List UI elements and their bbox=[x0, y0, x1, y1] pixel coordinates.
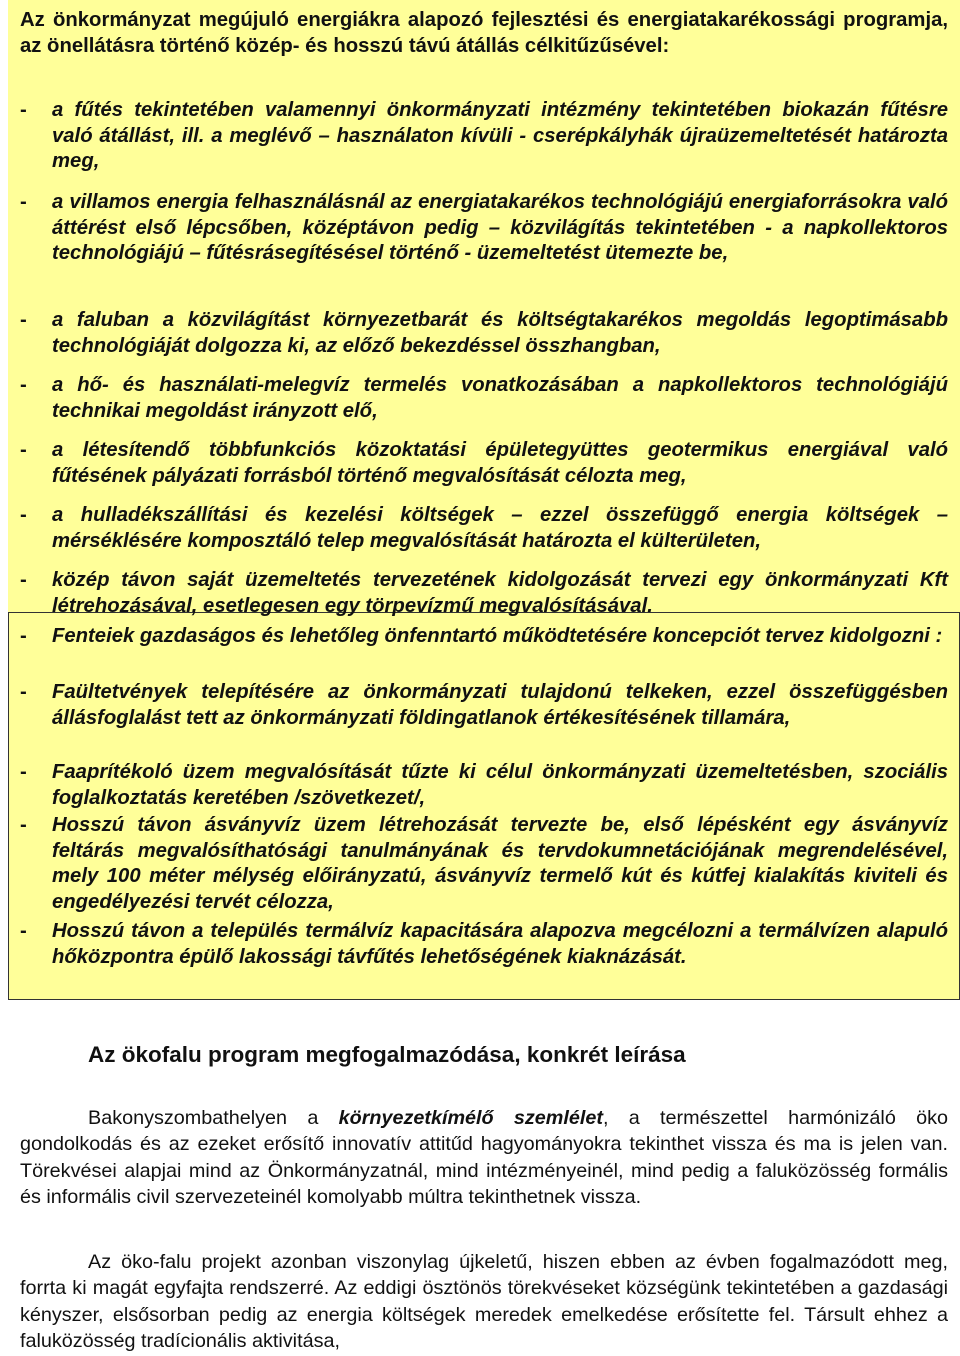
list-dash: - bbox=[20, 309, 27, 331]
list-dash: - bbox=[20, 191, 27, 213]
list-item bbox=[20, 373, 948, 424]
list-dash: - bbox=[20, 439, 27, 461]
list-item-text: a fűtés tekintetében valamennyi önkormányzati intézmény tekintetében biokazán fűtésre való átállást, ill. a meglévő – használaton kívüli - cserépkályhák újraüzemeltetését határozta meg, bbox=[52, 99, 948, 173]
list-item-text: a létesítendő többfunkciós közoktatási épületegyüttes geotermikus energiával való fűtésének pályázati forrásból történő megvalósítását célozta meg, bbox=[52, 439, 948, 487]
list-dash: - bbox=[20, 920, 27, 942]
list-item bbox=[20, 438, 948, 489]
list-item-text: a hulladékszállítási és kezelési költségek – ezzel összefüggő energia költségek – mérséklésére komposztáló telep megvalósítását határozta el külterületen, bbox=[52, 504, 948, 552]
list-item bbox=[20, 308, 948, 359]
list-item bbox=[20, 680, 948, 731]
paragraph-1-emphasis: környezetkímélő szemlélet bbox=[338, 1107, 603, 1129]
list-item bbox=[20, 919, 948, 970]
paragraph-1-start: Bakonyszombathelyen a bbox=[88, 1107, 339, 1129]
paragraph-1-rest: , a természettel harmónizáló öko gondolkodás és az ezeket erősítő innovatív attitűd hagyományokra tekinthet vissza és ma is jelen van. Törekvései alapjai mind az Önkormányzatnál, mind intézményeinél, mind pedig a faluközösség formális és informális civil szervezeteinél komolyabb múltra tekinthetnek vissza. bbox=[20, 1107, 948, 1208]
list-item bbox=[20, 190, 948, 267]
list-item-text: a hő- és használati-melegvíz termelés vonatkozásában a napkollektoros technológiájú technikai megoldást irányzott elő, bbox=[52, 374, 948, 422]
list-dash: - bbox=[20, 681, 27, 703]
paragraph-2-text: Az öko-falu projekt azonban viszonylag újkeletű, hiszen ebben az évben fogalmazódott meg, forrta ki magát egyfajta rendszerré. Az eddigi ösztönös törekvéseket községünk tekintetében a gazdasági kényszer, elsősorban pedig az energia költségek meredek emelkedése erősítette fel. Társult ehhez a faluközösség tradícionális aktivitása, bbox=[20, 1251, 948, 1352]
list-item-text: a villamos energia felhasználásnál az energiatakarékos technológiájú energiaforrásokra való áttérést első lépcsőben, középtávon pedig – közvilágítás tekintetében - a napkollektoros technológiájú – fűtésrásegítésésel történő - üzemeltetést ütemezte be, bbox=[52, 191, 948, 265]
list-item bbox=[20, 98, 948, 175]
list-dash: - bbox=[20, 761, 27, 783]
list-item-text: Faültetvények telepítésére az önkormányzati tulajdonú telkeken, ezzel összefüggésben állásfoglalást tett az önkormányzati földingatlanok értékesítésének tillamára, bbox=[52, 681, 948, 729]
intro-heading: Az önkormányzat megújuló energiákra alapozó fejlesztési és energiatakarékossági programja, az önellátásra történő közép- és hosszú távú átállás célkitűzűsével: bbox=[20, 9, 948, 57]
list-item bbox=[20, 813, 948, 916]
list-item-text: Fenteiek gazdaságos és lehetőleg önfenntartó működtetésére koncepciót tervez kidolgozni : bbox=[52, 625, 943, 647]
list-item-text: Hosszú távon ásványvíz üzem létrehozását tervezte be, első lépésként egy ásványvíz feltárás megvalósíthatósági tanulmányának és tervdokumnetációjának megrendelésével, mely 100 méter mélység előirányzatú, ásványvíz termelő kút és kútfej kialakítás kiviteli és engedélyezési tervét célozza, bbox=[52, 814, 948, 914]
list-item-text: közép távon saját üzemeltetés tervezetének kidolgozását tervezi egy önkormányzati Kft létrehozásával, esetlegesen egy törpevízmű megvalósításával. bbox=[52, 569, 948, 617]
list-item bbox=[20, 760, 948, 811]
paragraph-2 bbox=[20, 1249, 948, 1354]
list-item bbox=[20, 568, 948, 619]
list-item bbox=[20, 503, 948, 554]
list-dash: - bbox=[20, 504, 27, 526]
list-item-text: a faluban a közvilágítást környezetbarát és költségtakarékos megoldás legoptimásabb technológiáját dolgozza ki, az előző bekezdéssel összhangban, bbox=[52, 309, 948, 357]
list-dash: - bbox=[20, 814, 27, 836]
list-dash: - bbox=[20, 569, 27, 591]
section-title: Az ökofalu program megfogalmazódása, konkrét leírása bbox=[88, 1042, 686, 1067]
list-dash: - bbox=[20, 99, 27, 121]
list-dash: - bbox=[20, 374, 27, 396]
list-item-text: Hosszú távon a település termálvíz kapacitására alapozva megcélozni a termálvízen alapuló hőközpontra épülő lakossági távfűtés lehetőségének kiaknázását. bbox=[52, 920, 948, 968]
list-item-text: Faaprítékoló üzem megvalósítását tűzte ki célul önkormányzati üzemeltetésben, szociális foglalkoztatás keretében /szövetkezet/, bbox=[52, 761, 948, 809]
list-item bbox=[20, 624, 948, 650]
paragraph-1 bbox=[20, 1105, 948, 1210]
list-dash: - bbox=[20, 625, 27, 647]
